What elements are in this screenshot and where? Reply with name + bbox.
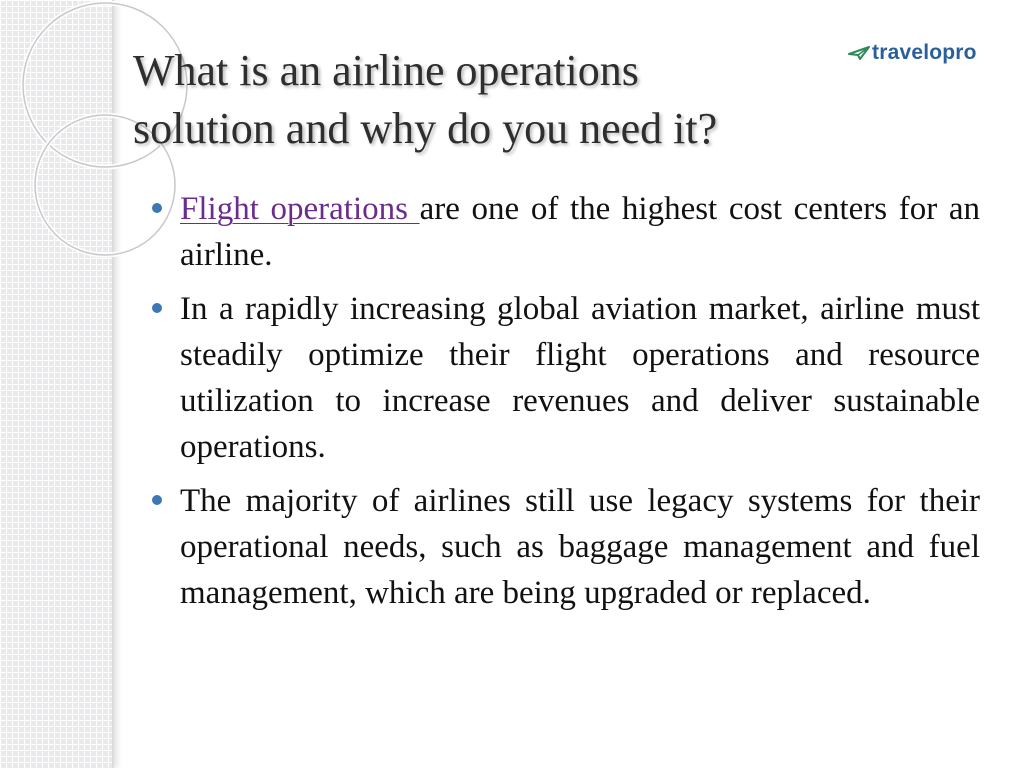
bullet-text: are one of the highest cost centers for an airline.: [180, 191, 980, 273]
bullet-list: [150, 186, 980, 624]
slide-title-line-1: What is an airline operations: [133, 46, 639, 95]
travelopro-logo: [848, 40, 977, 66]
slide-title-line-2: solution and why do you need it?: [133, 104, 718, 153]
flight-operations-link[interactable]: Flight operations: [180, 191, 420, 227]
logo-text: travelopro: [872, 41, 977, 64]
bullet-text: The majority of airlines still use legacy systems for their operational needs, such as baggage management and fuel management, which are being upgraded or replaced.: [180, 483, 980, 611]
bullet-marker: [152, 303, 162, 313]
bullet-marker: [152, 203, 162, 213]
slide-title: [133, 42, 853, 158]
bullet-item: [150, 478, 980, 616]
paper-plane-icon: [848, 45, 870, 61]
bullet-item: [150, 186, 980, 278]
decorative-side-band: [0, 0, 114, 768]
bullet-item: [150, 286, 980, 470]
bullet-text: In a rapidly increasing global aviation market, airline must steadily optimize their flight operations and resource utilization to increase revenues and deliver sustainable operations.: [180, 291, 980, 465]
bullet-marker: [152, 495, 162, 505]
